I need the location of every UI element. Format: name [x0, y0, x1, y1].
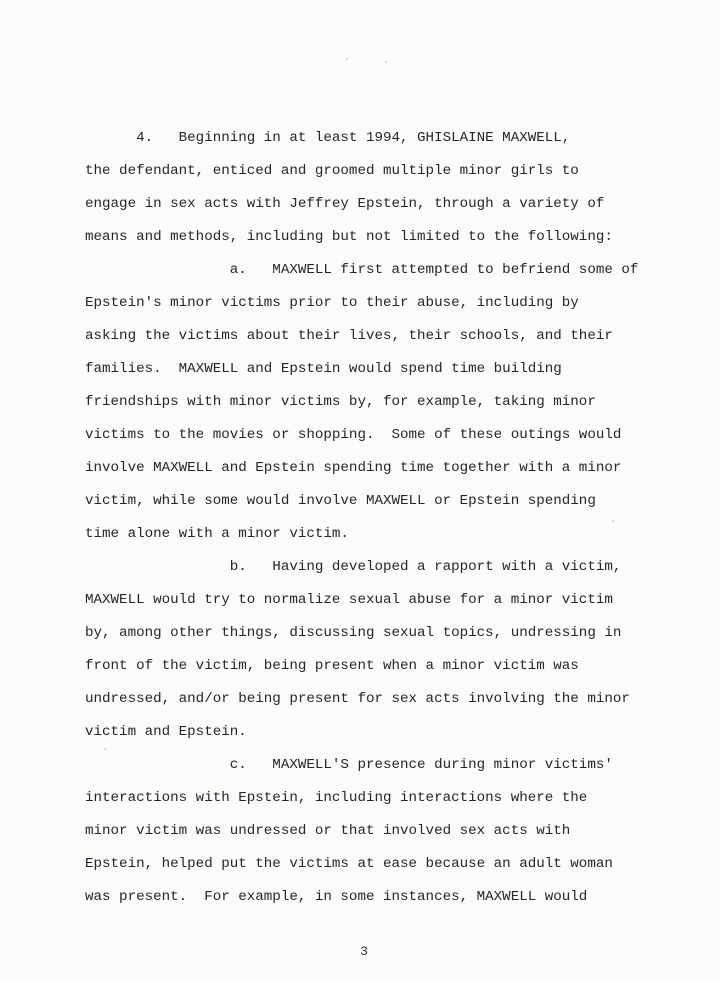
text-line: MAXWELL would try to normalize sexual abuse for a minor victim: [85, 592, 613, 608]
text-line: b. Having developed a rapport with a victim,: [85, 559, 622, 575]
text-line: means and methods, including but not limited to the following:: [85, 229, 613, 245]
text-line: undressed, and/or being present for sex acts involving the minor: [85, 691, 630, 707]
text-line: was present. For example, in some instances, MAXWELL would: [85, 889, 588, 905]
text-line: c. MAXWELL'S presence during minor victims': [85, 757, 613, 773]
text-line: friendships with minor victims by, for example, taking minor: [85, 394, 596, 410]
page-number: 3: [360, 944, 368, 959]
document-body: [85, 122, 685, 914]
text-line: time alone with a minor victim.: [85, 526, 349, 542]
text-line: front of the victim, being present when a minor victim was: [85, 658, 579, 674]
text-line: involve MAXWELL and Epstein spending time together with a minor: [85, 460, 622, 476]
text-line: Epstein's minor victims prior to their abuse, including by: [85, 295, 579, 311]
text-line: victim and Epstein.: [85, 724, 247, 740]
text-line: minor victim was undressed or that involved sex acts with: [85, 823, 571, 839]
text-line: interactions with Epstein, including interactions where the: [85, 790, 588, 806]
text-line: Epstein, helped put the victims at ease because an adult woman: [85, 856, 613, 872]
text-line: a. MAXWELL first attempted to befriend some of: [85, 262, 639, 278]
scan-speck: [385, 61, 387, 63]
text-line: by, among other things, discussing sexual topics, undressing in: [85, 625, 622, 641]
text-line: victim, while some would involve MAXWELL or Epstein spending: [85, 493, 596, 509]
text-line: 4. Beginning in at least 1994, GHISLAINE MAXWELL,: [85, 130, 571, 146]
text-line: families. MAXWELL and Epstein would spend time building: [85, 361, 562, 377]
scan-speck: [346, 58, 348, 60]
text-line: asking the victims about their lives, their schools, and their: [85, 328, 613, 344]
text-line: engage in sex acts with Jeffrey Epstein, through a variety of: [85, 196, 605, 212]
text-line: the defendant, enticed and groomed multiple minor girls to: [85, 163, 579, 179]
text-line: victims to the movies or shopping. Some of these outings would: [85, 427, 622, 443]
